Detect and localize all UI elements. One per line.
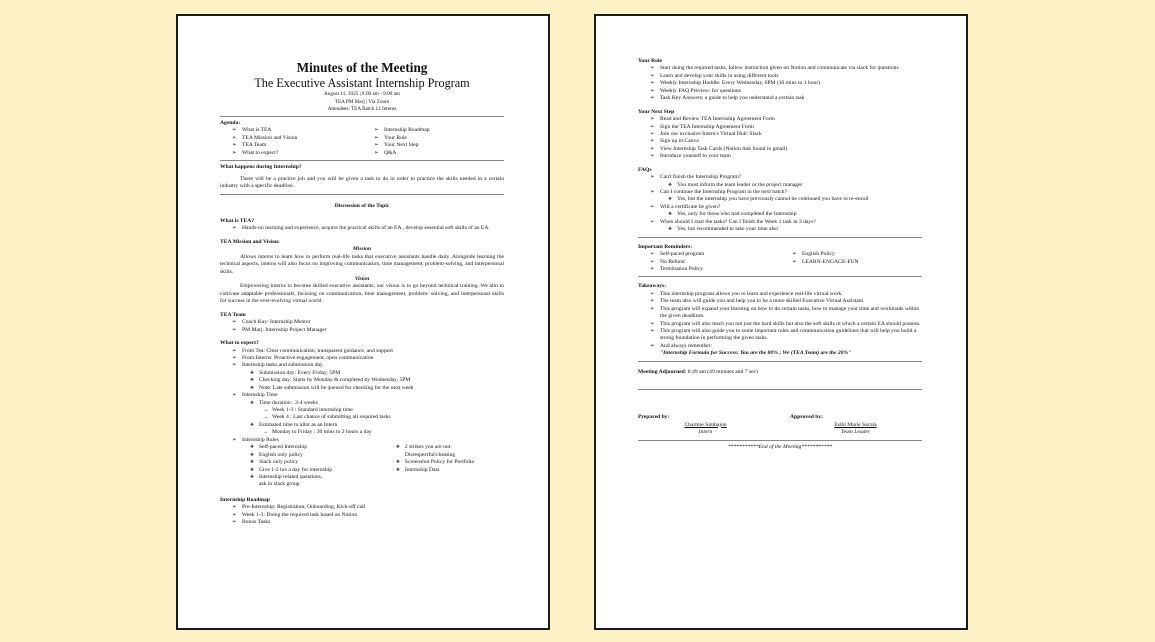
agenda-heading: Agenda:: [220, 120, 241, 126]
list-item: ➢ Start doing the required tasks, follow instruction given on Notion and communicate via slack for questions: [660, 65, 922, 72]
rules-right-item: 2 strikes you are out:: [404, 444, 452, 451]
divider: [220, 160, 504, 161]
approved-role: Team Leader: [840, 429, 871, 436]
list-item: [242, 362, 504, 392]
list-item: ➢ Learn and develop your skills in using different tools: [660, 73, 922, 80]
list-item: ➢ LEARN-ENGAGE-FUN: [802, 259, 922, 266]
time-duration: Time duration : 3-4 weeks: [259, 399, 318, 406]
adjourned-value: : 8:49 am (49 minutes and 7 sec): [684, 368, 758, 375]
list-item: ➢ TEA Mission and Vision: [242, 135, 362, 142]
list-item: ❖ Give 1-2 hrs a day for internship: [259, 467, 388, 474]
list-item: ➢ Weekly FAQ Preview: for questions: [660, 88, 922, 95]
vision-text: Empowering interns to become skilled executive assistants, our vision is to go beyond technical training. We aim to cultivate adaptable professionals, focusing on communication, time management, problem- solving, and interpersonal skills for success in the ever-evolving virtual world.: [220, 283, 504, 305]
list-item: [259, 422, 504, 437]
list-item: ❖ Slack only policy: [259, 459, 388, 466]
rules-left-cont: ask in slack group: [259, 481, 300, 488]
list-item: ➢ The team also will guide you and help you to be a more skilled Executive Virtual Assistant.: [660, 298, 922, 305]
mission-text: Allows interns to learn how to perform real-life tasks that executive assistants handle daily. Alongside learning the technical aspects, interns will also focus on improving communication, time management, problem-solving, and interpersonal skills.: [220, 253, 504, 275]
list-item: ➢ View Internship Task Cards (Notion link found in gmail): [660, 146, 922, 153]
list-item: ➢ Pre-Internship: Registration, Onboarding, Kick-off call: [242, 504, 504, 511]
faq-item: [660, 219, 922, 234]
approved-name: Esibi Marie Sacala: [834, 421, 877, 428]
list-item: ➢ Your Role: [384, 135, 504, 142]
list-item: [405, 444, 504, 459]
meeting-host: TEA PM Marj | Via Zoom: [334, 98, 390, 105]
list-item: ➢ This internship program allows you to learn and experience real-life virtual work.: [660, 291, 922, 298]
list-item: ➢ English Policy: [802, 251, 922, 258]
end-of-meeting: ***********End of the Meeting***********: [727, 443, 833, 450]
list-item: ➢ This program will expand your learning on how to do certain tasks, how to manage your time and workloads within the given deadlines.: [660, 306, 922, 321]
prepared-by-block: [638, 414, 780, 436]
what-happens-text: There will be a practice job and you will be given a task to do in order to practice the skills needed in a certain industry with a specific deadline.: [220, 175, 504, 190]
list-item: ➢ From Tea: Clear communication, transparent guidance, and support: [242, 348, 504, 355]
meeting-date: August 11, 2025 | 8:00 am - 9:00 am: [324, 91, 400, 98]
divider: [638, 276, 922, 277]
mission-vision-heading: TEA Mission and Vision:: [220, 238, 280, 245]
faq-item: [660, 189, 922, 204]
list-item: ➢ Introduce yourself to your team: [660, 153, 922, 160]
vision-label: Vision: [354, 276, 370, 282]
list-item: ➢ Self-paced program: [660, 251, 780, 258]
faq-answer: ❖ Yes, but the internship you have previously cannot be continued you have to re-enroll: [677, 196, 922, 203]
time-estimate: Estimated time to allot as an Intern: [259, 421, 338, 428]
list-item: ➢ Hands-on learning and experience, acquire the practical skills of an EA , develop essential soft skills of an EA.: [242, 225, 504, 232]
list-item: ➢ Join our exclusive Intern's Virtual Hub: Slack: [660, 131, 922, 138]
faq-question: Can't finish the Internship Program?: [660, 174, 742, 181]
rules-left-item: Internship related questions,: [259, 473, 323, 480]
divider: [220, 116, 504, 117]
document-title: Minutes of the Meeting: [296, 60, 428, 75]
list-item: [259, 400, 504, 422]
minutes-page-1: [176, 14, 550, 630]
list-item: ➢ TEA Team: [242, 142, 362, 149]
success-formula: "Internship Formula for Success: You are the 80% ; We (TEA Team) are the 20%": [660, 350, 852, 357]
list-item: ❖ Submission day: Every Friday, 5PM: [259, 370, 504, 377]
list-item: ➢ Week 1-3: Doing the required task based on Notion: [242, 512, 504, 519]
list-item: ➢ Weekly Internship Huddle: Every Wednesday, 6PM (30 mins to 1 hour): [660, 80, 922, 87]
list-item: ➢ What to expect?: [242, 150, 362, 157]
list-item: [660, 343, 922, 358]
faq-answer: ❖ Yes, but recommended to take your time also: [677, 226, 922, 233]
list-item: ❖ Checking day: Starts by Monday & completed by Wednesday, 5PM: [259, 377, 504, 384]
meeting-attendees: Attendees: TEA Batch 12 Interns: [327, 105, 397, 112]
meeting-adjourned: [638, 369, 922, 376]
rules-columns: [242, 444, 504, 489]
list-item: ❖ Note: Late submission will be queued for checking for the next week: [259, 385, 504, 392]
expect-heading: What to expect?: [220, 340, 259, 347]
list-item: ❖ English only policy: [259, 452, 388, 459]
team-heading: TEA Team: [220, 311, 246, 318]
list-item: ➢ This program will also teach you not just the hard skills but also the soft skills in which a certain EA should possess.: [660, 321, 922, 328]
tasks-label: Internship tasks and submission day: [242, 362, 323, 369]
faq-item: [660, 174, 922, 189]
list-item: → Monday to Friday : 30 mins to 2 hours a day: [272, 429, 504, 436]
faqs-heading: FAQs: [638, 166, 652, 173]
prepared-name: Charmie Simbajon: [684, 421, 727, 428]
discussion-heading: Discussion of the Topic: [334, 202, 390, 209]
faq-item: [660, 204, 922, 219]
minutes-page-2: [594, 14, 968, 630]
faq-question: Can I continue the Internship Program in the next batch?: [660, 189, 787, 195]
list-item: ➢ Read and Review TEA Internship Agreement Form: [660, 116, 922, 123]
list-item: → Week 4 : Last chance of submitting all required tasks: [272, 414, 504, 421]
list-item: ❖ Screenshot Policy for Portfolio: [405, 459, 504, 466]
list-item: ➢ Sign the TEA Internship Agreement Form: [660, 124, 922, 131]
approved-label: Approved by:: [790, 414, 823, 421]
list-item: ➢ Termination Policy: [660, 266, 780, 273]
list-item: ➢ Sign up in Canva: [660, 138, 922, 145]
prepared-role: Intern: [698, 429, 713, 436]
adjourned-label: Meeting Adjourned: [638, 368, 685, 375]
meeting-details: [220, 91, 504, 113]
rules-right-cont: Disrespectful/cheating: [404, 451, 456, 458]
list-item: [259, 474, 388, 489]
document-subtitle: The Executive Assistant Internship Program: [254, 75, 470, 90]
approved-by-block: [780, 414, 922, 436]
list-item: → Week 1-3 : Standard internship time: [272, 407, 504, 414]
roadmap-heading: Internship Roadmap: [220, 496, 270, 503]
what-happens-heading: What happens during Internship?: [220, 164, 302, 171]
faq-question: When should I start the tasks? Can I finish the Week 1 task in 3 days?: [660, 218, 816, 225]
reminders-heading: Important Reminders:: [638, 243, 693, 250]
list-item: ➢ Task Key Answers: a guide to help you understand a certain task: [660, 95, 922, 102]
divider: [638, 361, 922, 362]
signatures: [638, 414, 922, 436]
list-item: ❖ Self-paced Internship: [259, 444, 388, 451]
list-item: ➢ Bonus Tasks: [242, 519, 504, 526]
list-item: ➢ Internship Roadmap: [384, 127, 504, 134]
list-item: ➢ From Interns: Proactive engagement, open communication: [242, 355, 504, 362]
divider: [638, 440, 922, 441]
list-item: ➢ Coach Kay: Internship Mentor: [242, 319, 504, 326]
faq-question: Will a certificate be given?: [660, 203, 721, 210]
takeaway-remember: And always remember:: [660, 342, 713, 349]
agenda-list: [220, 127, 504, 157]
reminders-list: [638, 251, 922, 273]
divider: [220, 194, 504, 195]
list-item: ➢ Q&A: [384, 150, 504, 157]
list-item: [242, 437, 504, 489]
mission-label: Mission: [352, 246, 372, 253]
next-step-heading: Your Next Step: [638, 108, 675, 115]
list-item: [242, 392, 504, 437]
rules-label: Internship Rules: [242, 436, 279, 443]
role-heading: Your Role: [638, 58, 662, 64]
list-item: ➢ This program will also guide you to some important rules and communication guidelines that will help you build a strong foundation in performing the given tasks.: [660, 328, 922, 343]
faq-answer: ❖ Yes, only for those who had completed the Internship: [677, 211, 922, 218]
takeaways-heading: Takeaways:: [638, 283, 667, 290]
time-label: Internship Time: [242, 392, 278, 399]
list-item: ❖ Internship Data: [405, 467, 504, 474]
list-item: ➢ No Refund: [660, 259, 780, 266]
prepared-label: Prepared by:: [638, 414, 670, 421]
what-is-tea-heading: What is TEA?: [220, 217, 255, 224]
list-item: ➢ PM Marj: Internship Project Manager: [242, 327, 504, 334]
list-item: ➢ What is TEA: [242, 127, 362, 134]
faq-answer: ❖ You must inform the team leader or the project manager: [677, 182, 922, 189]
divider: [638, 389, 922, 390]
list-item: ➢ Your Next Step: [384, 142, 504, 149]
divider: [638, 237, 922, 238]
